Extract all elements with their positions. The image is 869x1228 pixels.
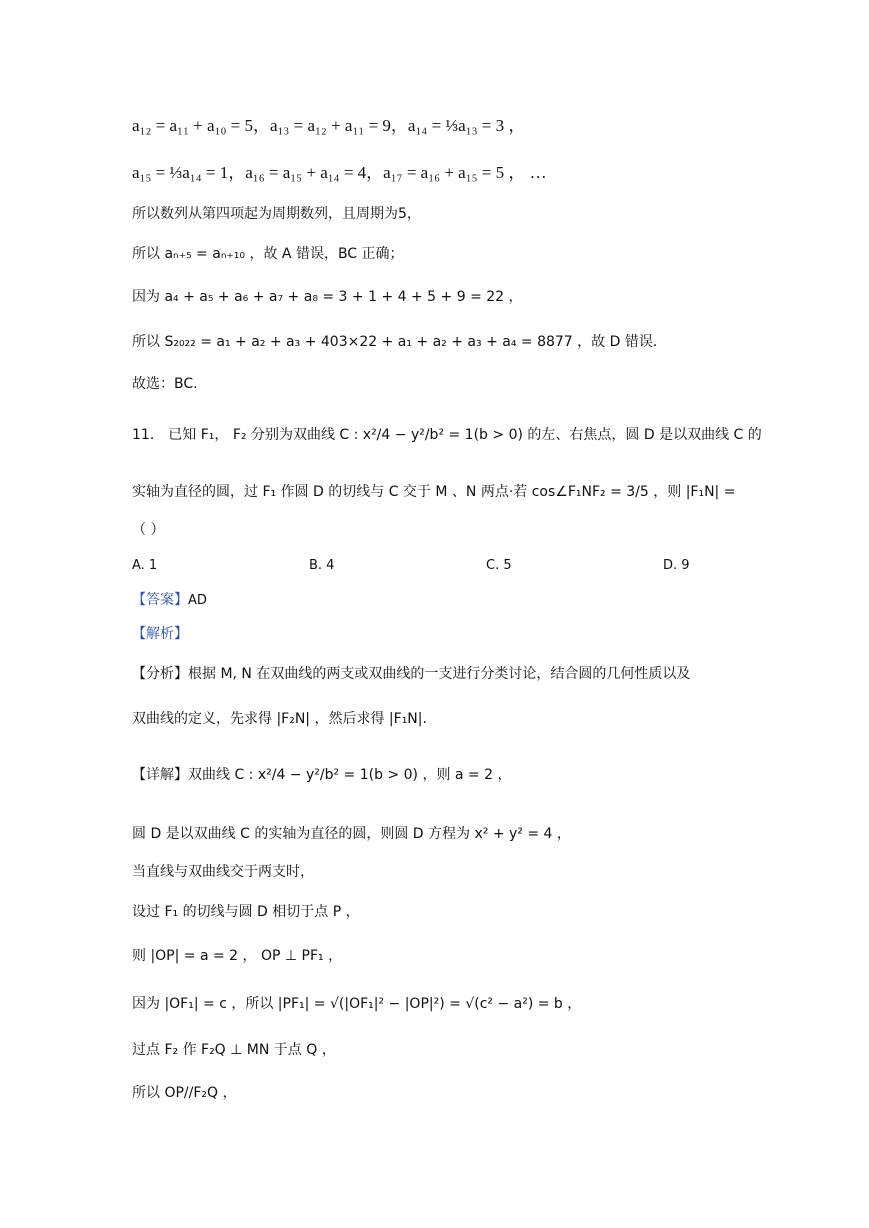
line-a15-a17: a₁₅ = ⅓a₁₄ = 1，a₁₆ = a₁₅ + a₁₄ = 4，a₁₇ = a₁₆ + a₁₅ = 5 ， … — [132, 163, 547, 182]
line-recurrence: 所以 aₙ₊₅ = aₙ₊₁₀ ，故 A 错误，BC 正确； — [132, 246, 404, 262]
answer-tag: 【答案】 — [132, 592, 188, 608]
detail-f2q: 过点 F₂ 作 F₂Q ⊥ MN 于点 Q ， — [132, 1042, 336, 1058]
detail-two-branches: 当直线与双曲线交于两支时， — [132, 864, 314, 880]
detail-op: 则 |OP| = a = 2 ， OP ⊥ PF₁ ， — [132, 948, 343, 964]
line-s2022: 所以 S₂₀₂₂ = a₁ + a₂ + a₃ + 403×22 + a₁ + a₂ + a₃ + a₄ = 8877 ，故 D 错误. — [132, 334, 658, 350]
line-sum-a4-a8: 因为 a₄ + a₅ + a₆ + a₇ + a₈ = 3 + 1 + 4 + 5 + 9 = 22 ， — [132, 289, 523, 305]
detail-tangent-point: 设过 F₁ 的切线与圆 D 相切于点 P ， — [132, 904, 360, 920]
detail-circle: 圆 D 是以双曲线 C 的实轴为直径的圆，则圆 D 方程为 x² + y² = 4 ， — [132, 826, 571, 842]
line-a12-a14: a₁₂ = a₁₁ + a₁₀ = 5，a₁₃ = a₁₂ + a₁₁ = 9，a₁₄ = ⅓a₁₃ = 3 ， — [132, 116, 526, 135]
question-11-stem: 11． 已知 F₁， F₂ 分别为双曲线 C : x²/4 − y²/b² = 1(b > 0) 的左、右焦点，圆 D 是以双曲线 C 的 — [132, 427, 762, 443]
answer-value: AD — [188, 593, 207, 608]
option-b: B. 4 — [309, 558, 335, 573]
line-choice-bc: 故选：BC. — [132, 376, 198, 392]
detail-hyperbola: 【详解】双曲线 C : x²/4 − y²/b² = 1(b > 0) ，则 a = 2 ， — [132, 767, 512, 783]
detail-pf1: 因为 |OF₁| = c ，所以 |PF₁| = √(|OF₁|² − |OP|²) = √(c² − a²) = b ， — [132, 996, 582, 1012]
analysis-intro: 【分析】根据 M, N 在双曲线的两支或双曲线的一支进行分类讨论，结合圆的几何性质以及 — [132, 666, 691, 682]
option-d: D. 9 — [663, 558, 690, 573]
option-a: A. 1 — [132, 558, 158, 573]
line-period: 所以数列从第四项起为周期数列，且周期为5， — [132, 206, 421, 222]
answer-line — [132, 592, 207, 609]
analysis-intro-2: 双曲线的定义，先求得 |F₂N| ，然后求得 |F₁N|. — [132, 711, 427, 727]
option-c: C. 5 — [486, 558, 512, 573]
question-11-blank: （ ） — [132, 522, 165, 538]
question-11-stem-2: 实轴为直径的圆，过 F₁ 作圆 D 的切线与 C 交于 M 、N 两点·若 cos∠F₁NF₂ = 3/5 ，则 |F₁N| = — [132, 484, 736, 500]
detail-parallel: 所以 OP//F₂Q ， — [132, 1085, 237, 1101]
analysis-tag: 【解析】 — [132, 626, 188, 642]
